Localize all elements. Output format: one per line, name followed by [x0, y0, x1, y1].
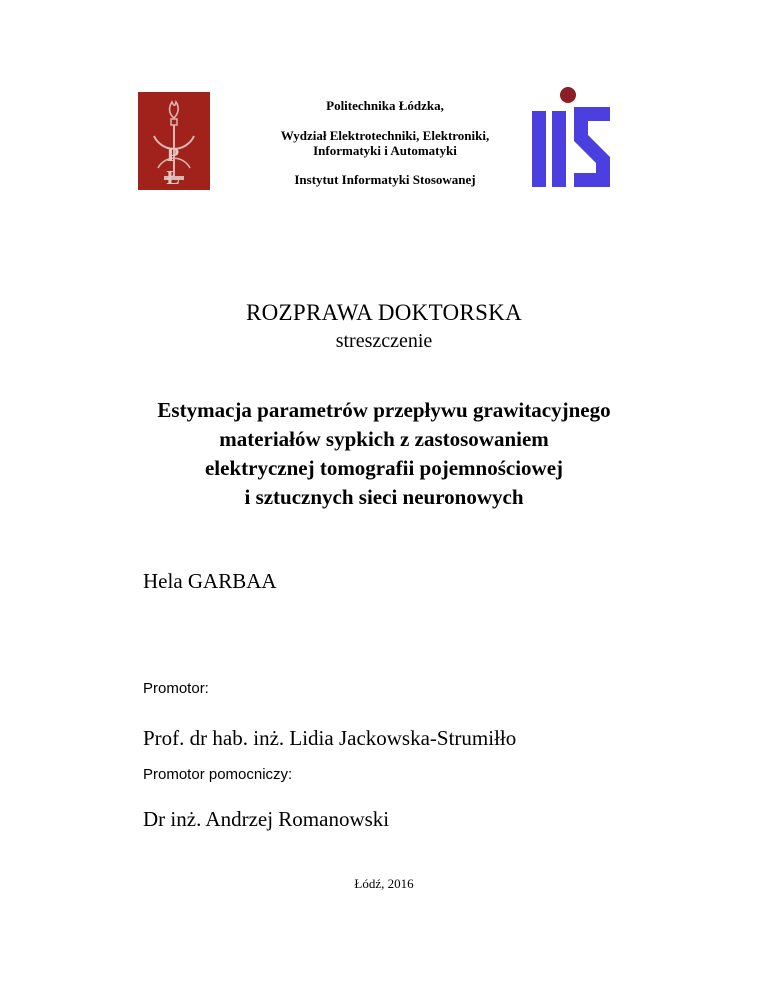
university-name: Politechnika Łódzka, — [326, 98, 444, 113]
place-and-date: Łódź, 2016 — [354, 876, 414, 891]
author-name: Hela GARBAA — [143, 569, 277, 593]
title-line: materiałów sypkich z zastosowaniem — [219, 427, 549, 451]
document-type: ROZPRAWA DOKTORSKA — [246, 300, 522, 325]
thesis-title — [0, 396, 768, 512]
title-line: elektrycznej tomografii pojemnościowej — [204, 456, 564, 480]
iis-logo-icon — [530, 87, 610, 189]
logo-letters: P Ł — [166, 144, 198, 189]
faculty-name-line1: Wydział Elektrotechniki, Elektroniki, — [280, 128, 490, 143]
politechnika-lodzka-logo — [138, 92, 210, 190]
faculty-name-line2: Informatyki i Automatyki — [313, 143, 457, 158]
institute-name: Instytut Informatyki Stosowanej — [294, 172, 476, 187]
title-line: i sztucznych sieci neuronowych — [244, 485, 524, 509]
document-subtype: streszczenie — [335, 330, 433, 352]
promoter-name: Prof. dr hab. inż. Lidia Jackowska-Strumiłło — [143, 726, 517, 750]
promoter-label: Promotor: — [143, 680, 209, 697]
co-promoter-name: Dr inż. Andrzej Romanowski — [143, 807, 390, 831]
co-promoter-label: Promotor pomocniczy: — [143, 766, 293, 783]
iis-logo — [530, 87, 610, 189]
title-line: Estymacja parametrów przepływu grawitacyjnego — [157, 398, 611, 422]
